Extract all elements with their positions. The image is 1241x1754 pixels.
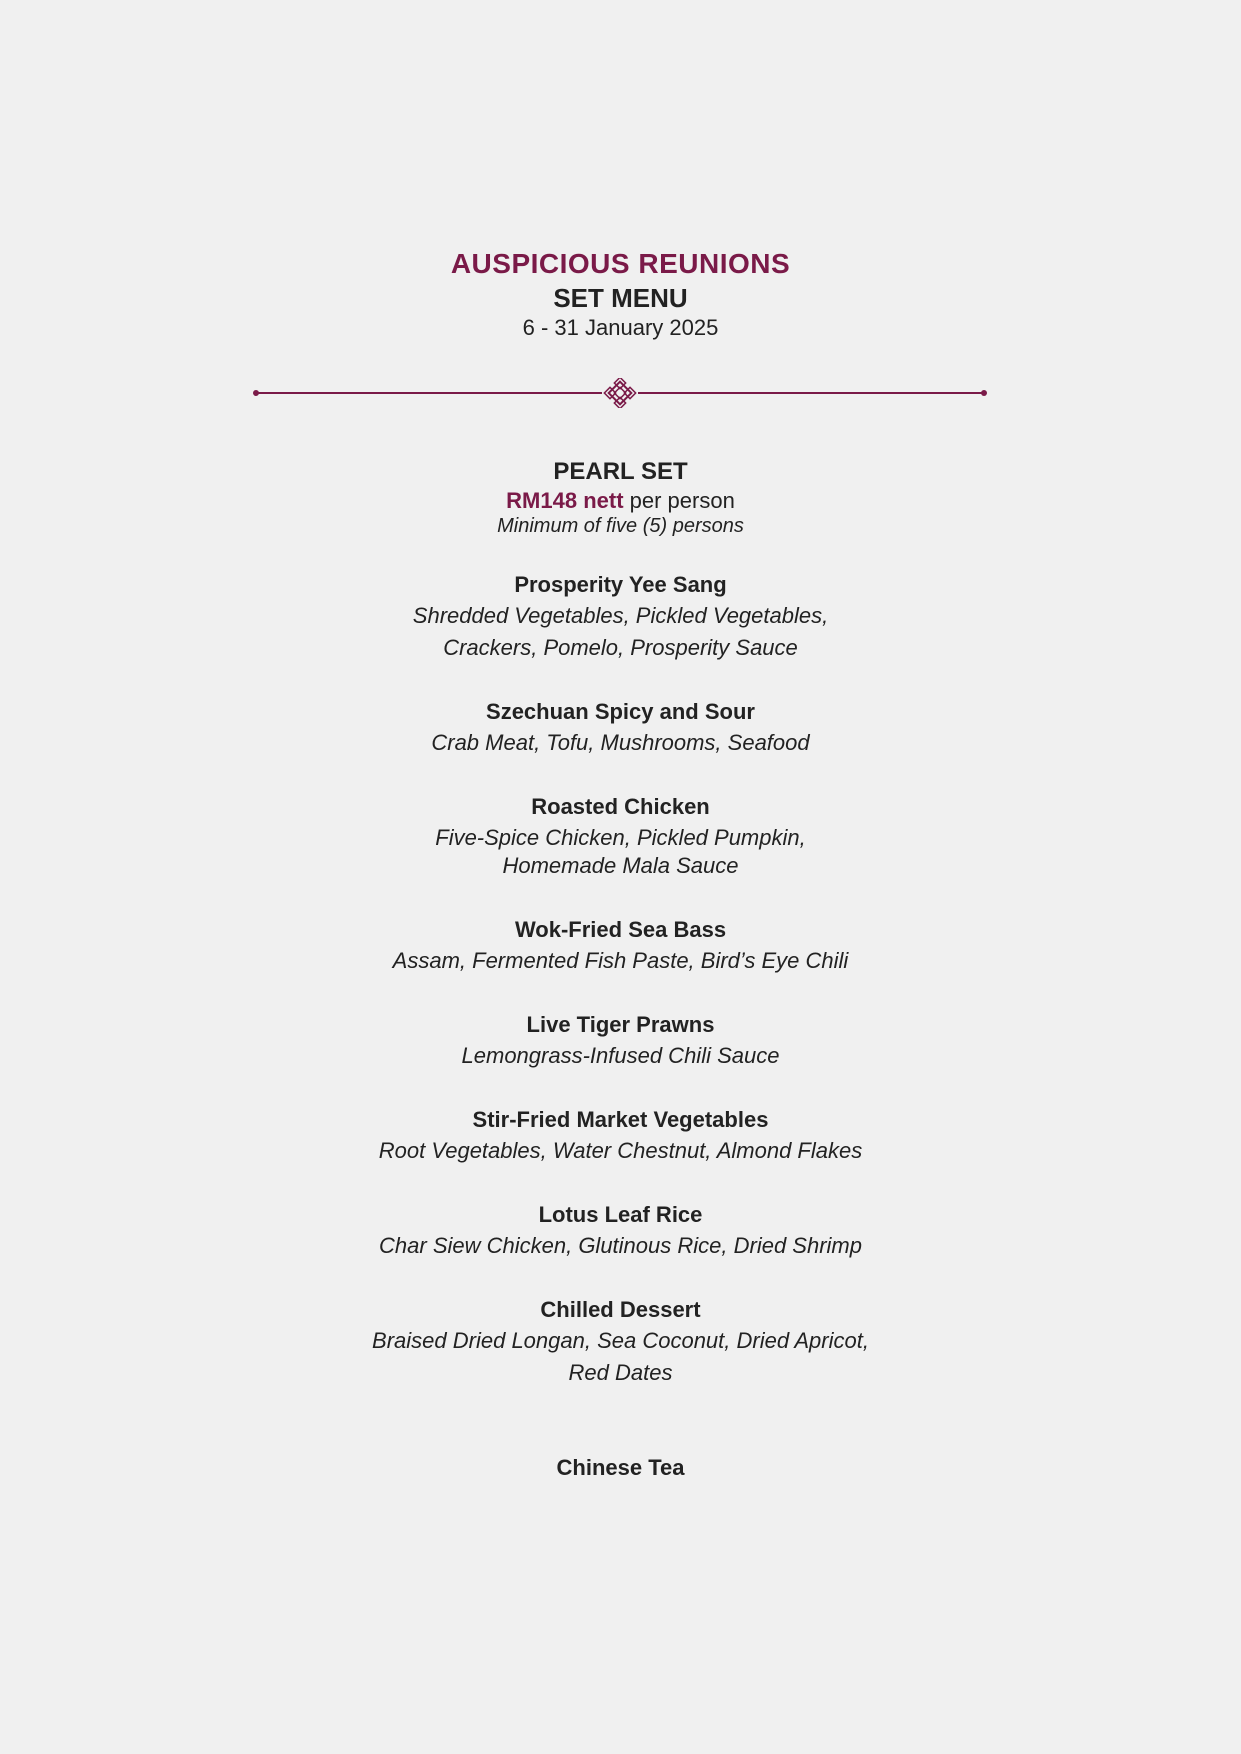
divider-right-dot bbox=[981, 390, 987, 396]
dish-name: Live Tiger Prawns bbox=[526, 1012, 715, 1037]
dish-name: Lotus Leaf Rice bbox=[538, 1202, 703, 1227]
set-name: PEARL SET bbox=[553, 458, 688, 485]
dish-name: Stir-Fried Market Vegetables bbox=[472, 1107, 769, 1132]
menu-subtitle: SET MENU bbox=[553, 283, 688, 313]
dish-name: Wok-Fried Sea Bass bbox=[514, 917, 727, 942]
dish-name: Chinese Tea bbox=[556, 1455, 685, 1480]
dish-name: Roasted Chicken bbox=[531, 794, 710, 819]
dish-name: Chilled Dessert bbox=[540, 1297, 701, 1322]
dish-description: Braised Dried Longan, Sea Coconut, Dried Apricot, bbox=[372, 1328, 869, 1353]
set-price-line bbox=[0, 488, 1241, 514]
dish-description: Assam, Fermented Fish Paste, Bird’s Eye Chili bbox=[392, 948, 849, 973]
dish-description: Homemade Mala Sauce bbox=[502, 853, 739, 878]
set-price: RM148 nett bbox=[506, 488, 624, 513]
set-price-suffix: per person bbox=[623, 488, 735, 513]
menu-dates: 6 - 31 January 2025 bbox=[522, 315, 719, 340]
menu-title: AUSPICIOUS REUNIONS bbox=[450, 248, 791, 279]
ornamental-divider bbox=[252, 378, 988, 408]
dish-description: Crab Meat, Tofu, Mushrooms, Seafood bbox=[431, 730, 810, 755]
dish-description: Char Siew Chicken, Glutinous Rice, Dried Shrimp bbox=[379, 1233, 862, 1258]
dish-description: Red Dates bbox=[568, 1360, 673, 1385]
dish-description: Root Vegetables, Water Chestnut, Almond Flakes bbox=[378, 1138, 863, 1163]
divider-lines bbox=[253, 390, 987, 396]
dish-description: Five-Spice Chicken, Pickled Pumpkin, bbox=[435, 825, 806, 850]
dish-description: Shredded Vegetables, Pickled Vegetables, bbox=[412, 603, 829, 628]
dish-description: Lemongrass-Infused Chili Sauce bbox=[461, 1043, 780, 1068]
endless-knot-icon bbox=[604, 378, 635, 408]
dish-name: Prosperity Yee Sang bbox=[514, 572, 727, 597]
dish-description: Crackers, Pomelo, Prosperity Sauce bbox=[443, 635, 798, 660]
dish-name: Szechuan Spicy and Sour bbox=[486, 699, 755, 724]
set-minimum: Minimum of five (5) persons bbox=[497, 515, 744, 537]
